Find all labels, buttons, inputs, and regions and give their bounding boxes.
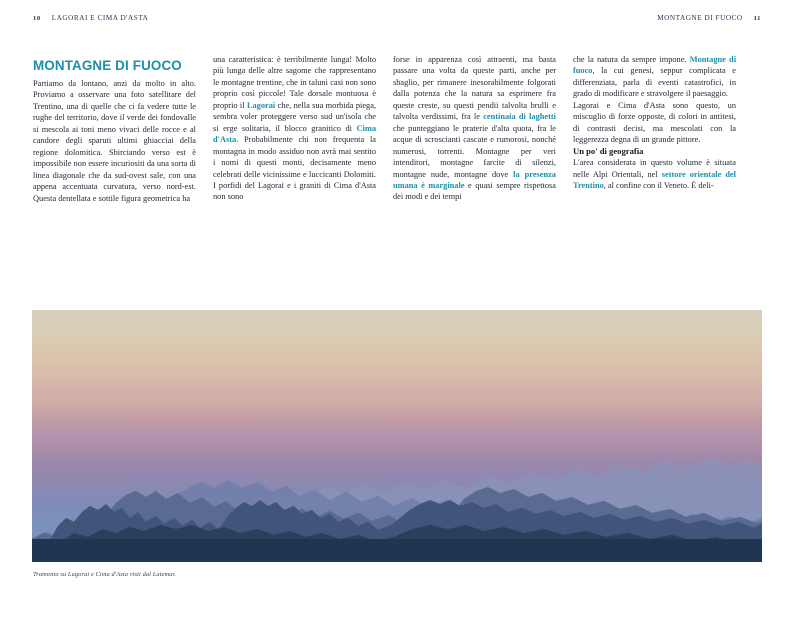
body-text: , al confine con il Veneto. È deli- (603, 180, 714, 190)
sunset-mountain-panorama (32, 310, 762, 562)
paragraph (573, 100, 736, 146)
highlighted-term: Lagorai (246, 100, 276, 110)
page-title: MONTAGNE DI FUOCO (33, 57, 182, 73)
text-column-2 (213, 54, 376, 294)
highlighted-term: settore orientale del Trentino (573, 169, 736, 190)
paragraph (573, 54, 736, 100)
highlighted-term: Montagne di fuoco (573, 55, 737, 76)
body-text: Lagorai e Cima d'Asta sono questo, un miscuglio di forze opposte, di colori in antitesi, di contrasti decisi, ma mescolati con la leggerezza degna di un grande pittore. (573, 100, 736, 145)
body-text: che punteggiano le praterie d'alta quota, fra le acque di scroscianti cascate e rumorosi, nonché numerosi, torrenti. Montagne per veri intenditori, montagne farcite di silenzi, montagne nude, montagne dove (393, 123, 556, 179)
paragraph (573, 157, 736, 191)
folio-right: 11 (753, 15, 761, 22)
body-text: che, nella sua morbida piega, sembra voler proteggere verso sud un'isola che si erge solitaria, il blocco granitico di (213, 100, 376, 133)
text-column-3 (393, 54, 556, 294)
figure-image (32, 310, 762, 562)
body-text: che la natura da sempre impone. (573, 55, 690, 64)
body-text: . Probabilmente chi non frequenta la montagna in modo assiduo non avrà mai sentito i nomi di questi monti, decisamente meno celebrati delle vicinissime e luccicanti Dolomiti. I porfidi del Lagorai e i graniti di Cima d'Asta non sono (213, 135, 376, 202)
body-text: una caratteristica: è terribilmente lunga! Molto più lunga delle altre sagome che rappresentano le montagne trentine, che in taluni casi non sono proprio così piccole! Tale dorsale montuosa è proprio il (213, 55, 376, 110)
running-head-left (33, 14, 148, 22)
folio-left: 10 (33, 15, 41, 22)
body-text: forse in apparenza così attraenti, ma basta passare una volta da queste parti, anche per sbaglio, per rimanere inesorabilmente folgorati dalla potenza che la natura sa esprimere fra queste creste, su questi pendii talvolta brulli e talvolta verdissimi, fra le (393, 55, 556, 122)
section-subheading: Un po' di geografia (573, 145, 644, 156)
highlighted-term: la presenza umana è marginale (393, 169, 556, 190)
article-body (33, 54, 762, 294)
haze-band-upper (32, 381, 762, 414)
body-text: e quasi sempre rispettosa dei modi e dei tempi (393, 180, 557, 202)
ridge-shadow-base (32, 539, 762, 562)
body-text: Partiamo da lontano, anzi da molto in alto. Proviamo a osservare una foto satellitare del Trentino, una di quelle che ci fa vedere tutte le rughe del territorio, dove il verde dei fondovalle si mescola ai toni meno vivaci delle rocce e al candore degli sparuti ultimi ghiacciai della regione dolomitica. Sbirciando verso est è impossibile non essere incuriositi da una sorta di linea diagonale che da sud-ovest sale, con una appena accentuata curvatura, verso nord-est. Questa dentellata e sottile figura geometrica ha (33, 79, 196, 203)
paragraph (213, 54, 376, 203)
body-text: , la cui genesi, seppur complicata e differenziata, parla di eventi catastrofici, in grado di modificare e stravolgere il paesaggio. (573, 66, 736, 99)
running-head-right-title: MONTAGNE DI FUOCO (657, 14, 743, 22)
figure-caption: Tramonto su Lagorai e Cima d'Asta visti dal Latemar. (33, 571, 177, 578)
highlighted-term: Cima d'Asta (213, 123, 376, 145)
highlighted-term: centinaia di laghetti (483, 112, 556, 122)
text-column-4 (573, 54, 736, 294)
paragraph (393, 54, 556, 203)
running-head-right (657, 14, 761, 22)
body-text: L'area considerata in questo volume è situata nelle Alpi Orientali, nel (573, 158, 736, 179)
paragraph (33, 78, 196, 204)
text-column-1 (33, 54, 196, 294)
running-head-left-title: LAGORAI E CIMA D'ASTA (51, 14, 149, 22)
